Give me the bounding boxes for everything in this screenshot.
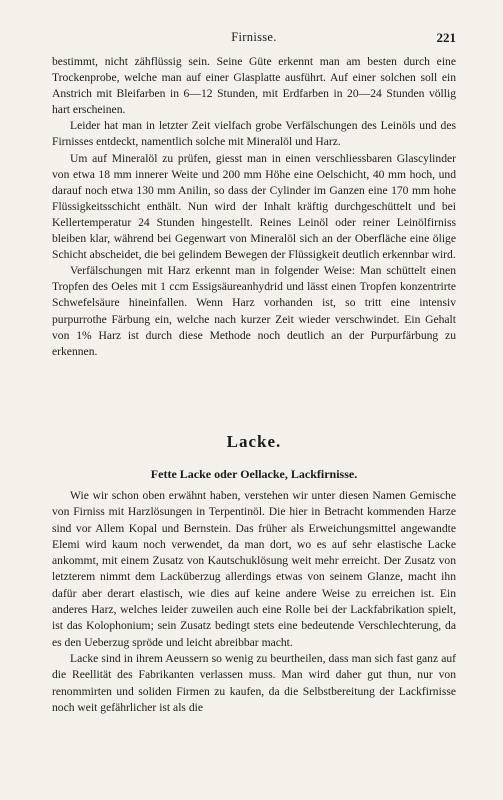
body-text-lacke [52, 488, 456, 716]
page-header [52, 30, 456, 48]
paragraph: bestimmt, nicht zähflüssig sein. Seine Güte erkennt man am besten durch eine Trockenprobe, welche man auf einer Glasplatte ausführt. Auf einer solchen soll ein Anstrich mit Bleifarben in 6—12 Stunden, mit Erdfarben in 20—24 Stunden völlig hart erscheinen. [52, 55, 456, 117]
body-text-firnisse [52, 54, 456, 360]
paragraph: Lacke sind in ihrem Aeussern so wenig zu beurtheilen, dass man sich fast ganz auf die Reellität des Fabrikanten verlassen muss. Man wird daher gut thun, nur von renommirten und soliden Firmen zu kaufen, da die Selbstbereitung der Lackfirnisse noch weit gefährlicher ist als die [52, 651, 456, 714]
running-title: Firnisse. [231, 30, 277, 44]
paragraph: Um auf Mineralöl zu prüfen, giesst man in einen verschliessbaren Glascylinder von etwa 18 mm innerer Weite und 200 mm Höhe eine Oelschicht, 40 mm hoch, und darauf noch etwa 130 mm Anilin, so dass der Cylinder im Ganzen eine 170 mm hohe Flüssigkeitsschicht enthält. Nun wird der Inhalt kräftig durchgeschüttelt und bei Kellertemperatur 24 Stunden hingestellt. Reines Leinöl oder reiner Leinölfirniss bleiben klar, während bei Gegenwart von Mineralöl sich an der Oberfläche eine ölige Schicht abscheidet, die bei gelindem Bewegen der Flüssigkeit deutlich erkennbar wird. [52, 151, 456, 262]
page-number: 221 [436, 30, 456, 45]
section-heading: Lacke. [226, 432, 282, 451]
paragraph: Leider hat man in letzter Zeit vielfach grobe Verfälschungen des Leinöls und des Firnisses entdeckt, namentlich solche mit Mineralöl und Harz. [52, 119, 456, 149]
section-subheading: Fette Lacke oder Oellacke, Lackfirnisse. [150, 467, 358, 481]
paragraph: Wie wir schon oben erwähnt haben, verstehen wir unter diesen Namen Gemische von Firniss mit Harzlösungen in Terpentinöl. Die hier in Betracht kommenden Harze sind vor Allem Kopal und Bernstein. Das früher als Erweichungsmittel angewandte Elemi wird kaum noch verwendet, da man dort, wo es auf sehr elastische Lacke ankommt, mit einem Zusatz von Kautschuklösung weit mehr erreicht. Der Zusatz von letzterem nimmt dem Lacküberzug allerdings etwas von seinem Glanze, macht ihn dafür aber derart elastisch, wie dies auf keine andere Weise zu erreichen ist. Ein anderes Harz, welches leider zuweilen auch eine Rolle bei der Lackfabrikation spielt, ist das Kolophonium; sein Zusatz bedingt stets eine bedeutende Verschlechterung, da es den Ueberzug spröde und leicht abreibbar macht. [52, 489, 456, 649]
paragraph: Verfälschungen mit Harz erkennt man in folgender Weise: Man schüttelt einen Tropfen des Oeles mit 1 ccm Essigsäureanhydrid und lässt einen Tropfen konzentrirte Schwefelsäure hineinfallen. Wenn Harz vorhanden ist, so tritt eine intensiv purpurrothe Färbung ein, welche nach kurzer Zeit wieder verschwindet. Ein Gehalt von 1% Harz ist durch diese Methode noch deutlich an der Purpurfärbung zu erkennen. [52, 264, 456, 358]
